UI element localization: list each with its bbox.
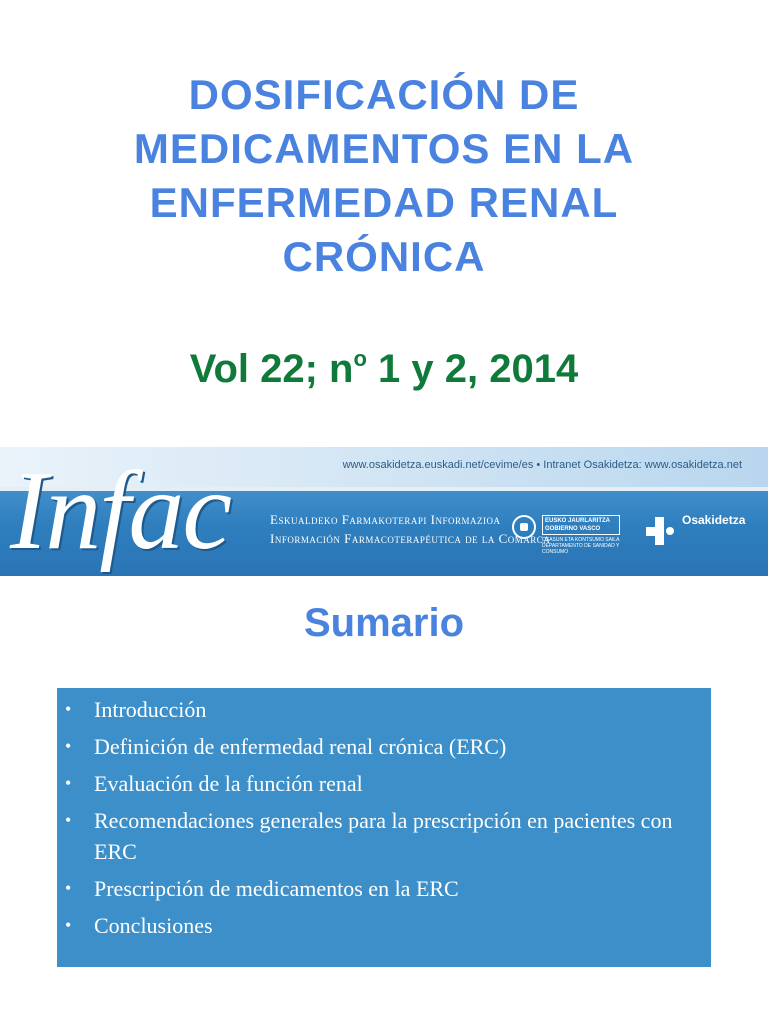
osakidetza-cross-icon	[646, 517, 674, 545]
title-line-1: DOSIFICACIÓN DE	[188, 71, 580, 118]
gobierno-vasco-logo	[512, 513, 624, 553]
volume-superscript: o	[353, 346, 367, 371]
gobierno-department: OSASUN ETA KONTSUMO SAILA DEPARTAMENTO DE SANIDAD Y CONSUMO	[542, 537, 620, 555]
volume-info	[0, 346, 768, 392]
banner-url: www.osakidetza.euskadi.net/cevime/es • Intranet Osakidetza: www.osakidetza.net	[342, 459, 742, 471]
gobierno-emblem-icon	[512, 515, 536, 539]
sumario-item-recomendaciones: • Recomendaciones generales para la prescripción en pacientes con ERC	[65, 805, 695, 867]
infac-banner	[0, 447, 768, 576]
infac-logo: Infac	[10, 449, 231, 573]
sumario-item-introduccion: • Introducción	[65, 694, 695, 725]
osakidetza-label: Osakidetza	[682, 513, 746, 527]
banner-subtitle-eu: Eskualdeko Farmakoterapi Informazioa	[270, 512, 501, 527]
sumario-item-definicion: • Definición de enfermedad renal crónica (ERC)	[65, 731, 695, 762]
banner-subtitle-es: Información Farmacoterapéutica de la Comarca	[270, 531, 551, 546]
volume-prefix: Vol 22; n	[189, 347, 354, 391]
sumario-item-conclusiones: • Conclusiones	[65, 910, 695, 941]
osakidetza-logo	[644, 513, 754, 549]
sumario-list	[65, 694, 695, 947]
gobierno-line-1: EUSKO JAURLARITZA	[545, 518, 611, 524]
title-line-4: CRÓNICA	[282, 233, 486, 280]
gobierno-line-2: GOBIERNO VASCO	[545, 526, 601, 532]
document-title	[0, 68, 768, 284]
sumario-heading: Sumario	[303, 601, 465, 645]
sumario-item-prescripcion: • Prescripción de medicamentos en la ERC	[65, 873, 695, 904]
gobierno-text	[542, 515, 620, 535]
sumario-box	[57, 688, 711, 967]
title-line-3: ENFERMEDAD RENAL	[149, 179, 619, 226]
volume-suffix: 1 y 2, 2014	[366, 347, 579, 391]
sumario-item-evaluacion: • Evaluación de la función renal	[65, 768, 695, 799]
title-line-2: MEDICAMENTOS EN LA	[133, 125, 635, 172]
